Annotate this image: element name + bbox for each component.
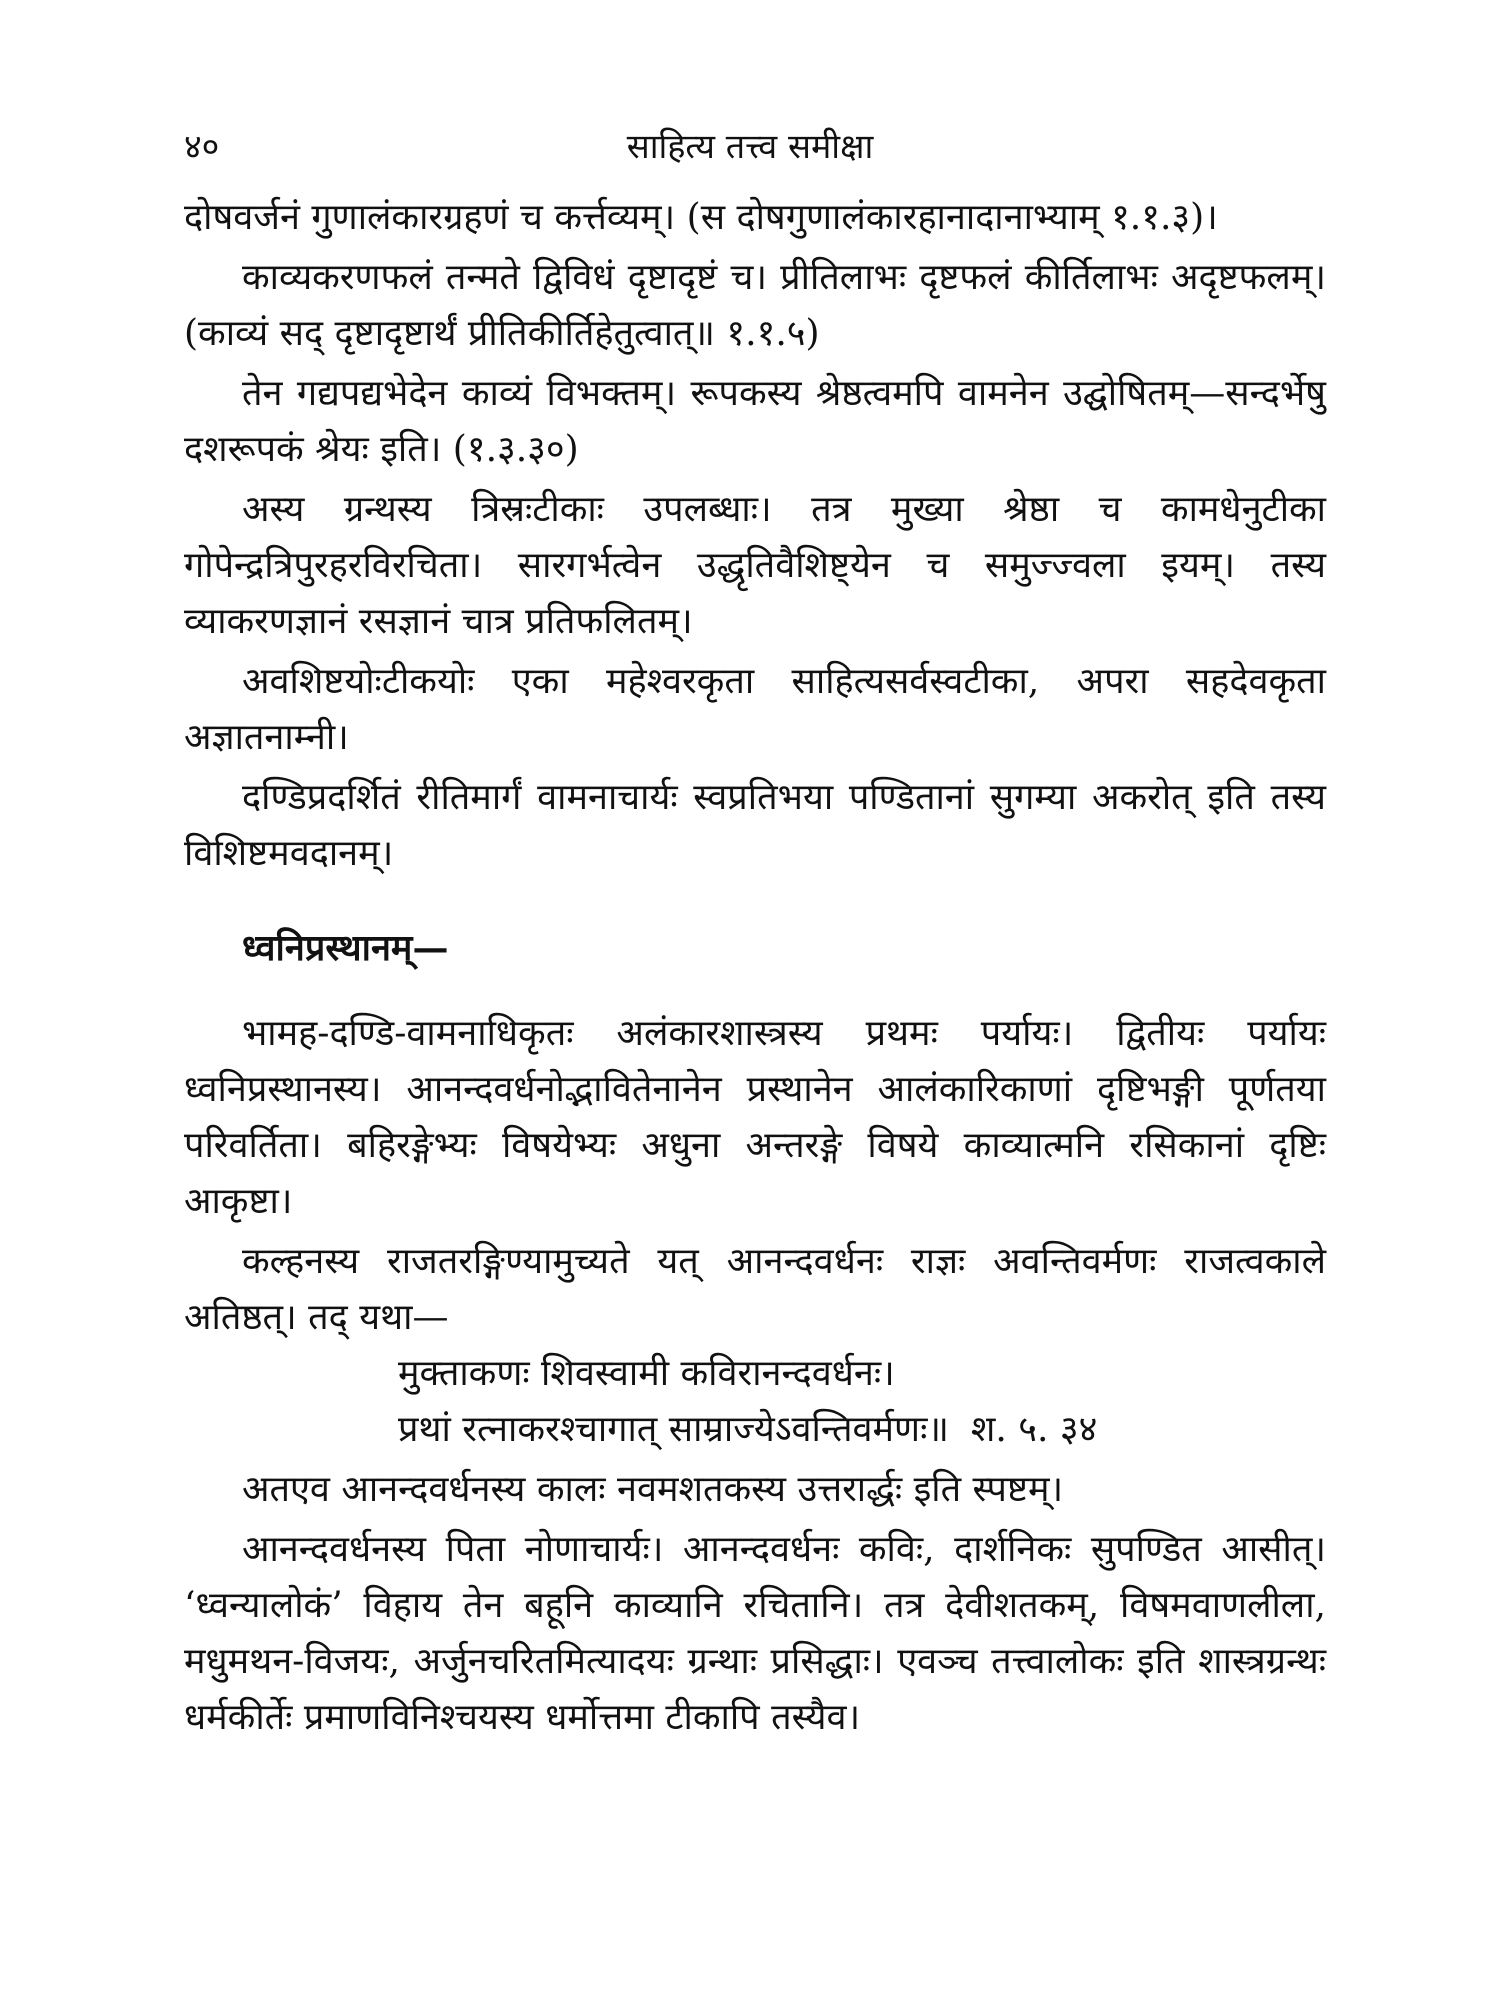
verse-line	[184, 1402, 1326, 1458]
paragraph: अतएव आनन्दवर्धनस्य कालः नवमशतकस्य उत्तरार्द्धः इति स्पष्टम्।	[242, 1469, 1064, 1510]
page-body	[184, 190, 1326, 1746]
page-number: ४०	[184, 127, 220, 167]
section-heading: ध्वनिप्रस्थानम्—	[242, 927, 449, 969]
paragraph: अस्य ग्रन्थस्य त्रिस्रःटीकाः उपलब्धाः। तत्र मुख्या श्रेष्ठा च कामधेनुटीका गोपेन्द्रत्रिपुरहरविरचिता। सारगर्भत्वेन उद्धृतिवैशिष्ट्येन च समुज्ज्वला इयम्। तस्य व्याकरणज्ञानं रसज्ञानं चात्र प्रतिफलितम्।	[184, 489, 1326, 642]
paragraph: दण्डिप्रदर्शितं रीतिमार्गं वामनाचार्यः स्वप्रतिभया पण्डितानां सुगम्या अकरोत् इति तस्य विशिष्टमवदानम्।	[184, 777, 1326, 874]
paragraph: कल्हनस्य राजतरङ्गिण्यामुच्यते यत् आनन्दवर्धनः राज्ञः अवन्तिवर्मणः राजत्वकाले अतिष्ठत्। तद् यथा—	[184, 1241, 1326, 1338]
paragraph-continuation: दोषवर्जनं गुणालंकारग्रहणं च कर्त्तव्यम्। (स दोषगुणालंकारहानादानाभ्याम् १.१.३)।	[184, 197, 1218, 238]
paragraph: आनन्दवर्धनस्य पिता नोणाचार्यः। आनन्दवर्धनः कविः, दार्शनिकः सुपण्डित आसीत्। ‘ध्वन्यालोकं’ विहाय तेन बहूनि काव्यानि रचितानि। तत्र देवीशतकम्, विषमवाणलीला, मधुमथन-विजयः, अर्जुनचरितमित्यादयः ग्रन्थाः प्रसिद्धाः। एवञ्च तत्त्वालोकः इति शास्त्रग्रन्थः धर्मकीर्तेः प्रमाणविनिश्चयस्य धर्मोत्तमा टीकापि तस्यैव।	[184, 1529, 1326, 1738]
verse-quotation	[184, 1346, 1326, 1458]
paragraph: भामह-दण्डि-वामनाधिकृतः अलंकारशास्त्रस्य प्रथमः पर्यायः। द्वितीयः पर्यायः ध्वनिप्रस्थानस्य। आनन्दवर्धनोद्भावितेनानेन प्रस्थानेन आलंकारिकाणां दृष्टिभङ्गी पूर्णतया परिवर्तिता। बहिरङ्गेभ्यः विषयेभ्यः अधुना अन्तरङ्गे विषये काव्यात्मनि रसिकानां दृष्टिः आकृष्टा।	[184, 1013, 1326, 1222]
running-title: साहित्य तत्त्व समीक्षा	[626, 127, 874, 167]
verse-reference: श. ५. ३४	[970, 1409, 1098, 1450]
page-header	[0, 122, 1500, 172]
paragraph: अवशिष्टयोःटीकयोः एका महेश्वरकृता साहित्यसर्वस्वटीका, अपरा सहदेवकृता अज्ञातनाम्नी।	[184, 661, 1326, 758]
paragraph: तेन गद्यपद्यभेदेन काव्यं विभक्तम्। रूपकस्य श्रेष्ठत्वमपि वामनेन उद्घोषितम्—सन्दर्भेषु दशरूपकं श्रेयः इति। (१.३.३०)	[184, 373, 1326, 470]
paragraph: काव्यकरणफलं तन्मते द्विविधं दृष्टादृष्टं च। प्रीतिलाभः दृष्टफलं कीर्तिलाभः अदृष्टफलम्। (काव्यं सद् दृष्टादृष्टार्थं प्रीतिकीर्तिहेतुत्वात्॥ १.१.५)	[184, 257, 1326, 354]
verse-line-text: प्रथां रत्नाकरश्चागात् साम्राज्येऽवन्तिवर्मणः॥	[398, 1409, 949, 1450]
verse-line: मुक्ताकणः शिवस्वामी कविरानन्दवर्धनः।	[398, 1353, 895, 1394]
